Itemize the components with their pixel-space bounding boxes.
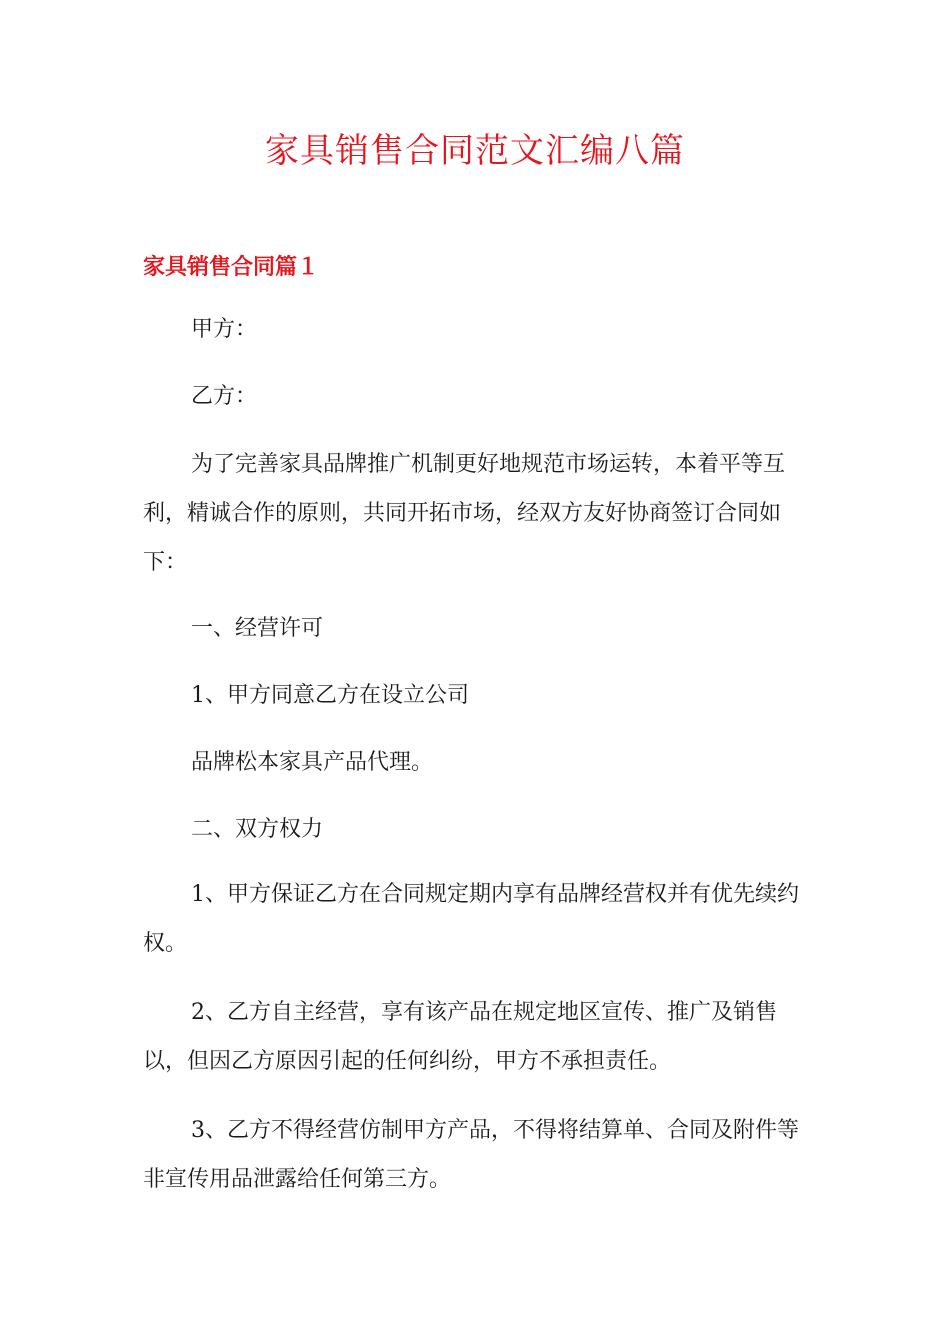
clause-heading-license: 一、经营许可 xyxy=(191,616,324,641)
clause-paragraph: 1、甲方保证乙方在合同规定期内享有品牌经营权并有优先续约权。 xyxy=(143,882,799,956)
clause-heading-rights: 二、双方权力 xyxy=(191,817,324,842)
party-b-line: 乙方： xyxy=(191,384,258,409)
clause-paragraph: 3、乙方不得经营仿制甲方产品，不得将结算单、合同及附件等非宣传用品泄露给任何第三方。 xyxy=(143,1118,799,1192)
document-title: 家具销售合同范文汇编八篇 xyxy=(265,131,685,171)
clause-paragraph: 1、甲方同意乙方在设立公司 xyxy=(191,683,469,708)
clause-paragraph: 2、乙方自主经营，享有该产品在规定地区宣传、推广及销售以，但因乙方原因引起的任何纠纷，甲方不承担责任。 xyxy=(143,1000,777,1074)
preamble-paragraph: 为了完善家具品牌推广机制更好地规范市场运转，本着平等互利，精诚合作的原则，共同开拓市场，经双方友好协商签订合同如下： xyxy=(143,452,786,575)
clause-paragraph: 品牌松本家具产品代理。 xyxy=(191,750,434,775)
party-a-line: 甲方： xyxy=(191,317,258,342)
section-heading: 家具销售合同篇１ xyxy=(143,255,320,280)
